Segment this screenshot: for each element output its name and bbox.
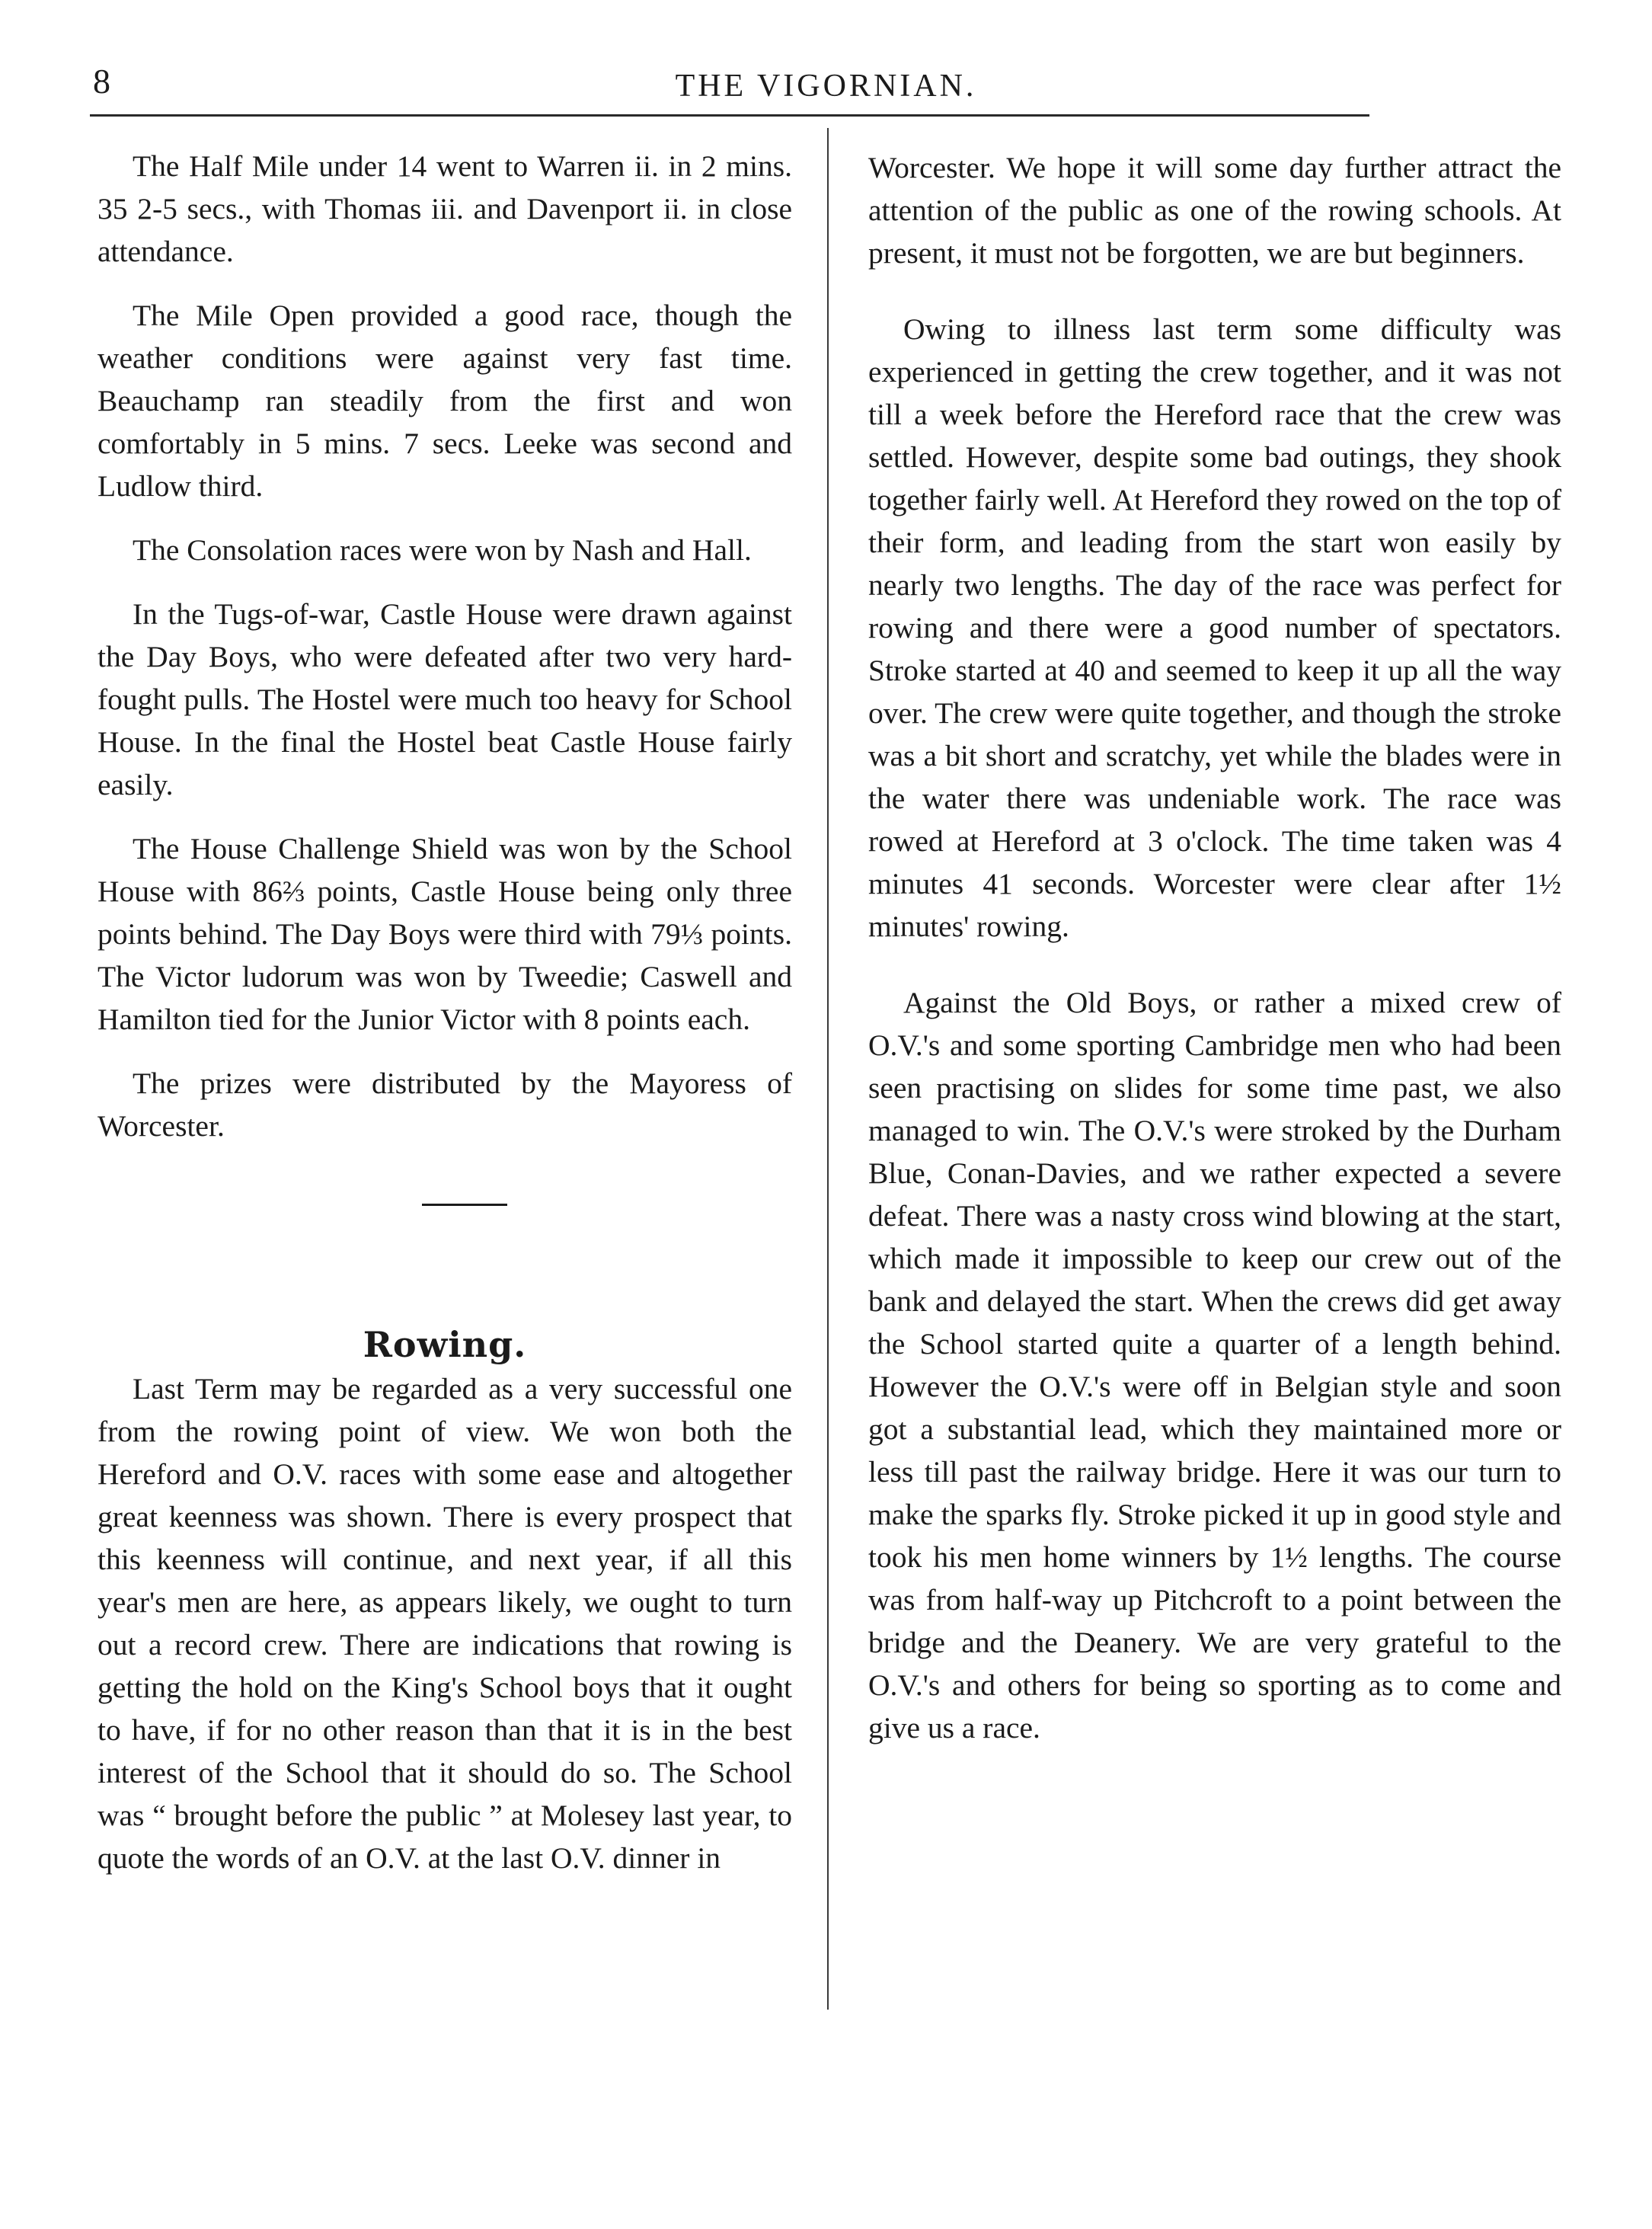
paragraph-hereford-race: Owing to illness last term some difficulty was experienced in getting the crew together, and it was not till a week before the Hereford race that the crew was settled. However, despite some bad outings, they shook together fairly well. At Hereford they rowed on the top of their form, and leading from the start won easily by nearly two lengths. The day of the race was perfect for rowing and there were a good number of spectators. Stroke started at 40 and seemed to keep it up all the way over. The crew were quite together, and though the stroke was a bit short and scratchy, yet while the blades were in the water there was undeniable work. The race was rowed at Hereford at 3 o'clock. The time taken was 4 minutes 41 seconds. Worcester were clear after 1½ minutes' rowing. [868, 312, 1561, 943]
paragraph-rowing-intro: Last Term may be regarded as a very successful one from the rowing point of view. We won both the Hereford and O.V. races with some ease and altogether great keenness was shown. There is every prospect that this keenness will continue, and next year, if all this year's men are here, as appears likely, we ought to turn out a record crew. There are indications that rowing is getting the hold on the King's School boys that it ought to have, if for no other reason than that it is in the best interest of the School that it should do so. The School was “ brought before the public ” at Molesey last year, to quote the words of an O.V. at the last O.V. dinner in [97, 1372, 792, 1875]
running-head: THE VIGORNIAN. [675, 69, 977, 104]
paragraph-house-shield: The House Challenge Shield was won by the School House with 86⅔ points, Castle House being only three points behind. The Day Boys were third with 79⅓ points. The Victor ludorum was won by Tweedie; Caswell and Hamilton tied for the Junior Victor with 8 points each. [97, 832, 792, 1036]
paragraph-consolation: The Consolation races were won by Nash and Hall. [133, 533, 752, 567]
paragraph-old-boys-race: Against the Old Boys, or rather a mixed crew of O.V.'s and some sporting Cambridge men who had been seen practising on slides for some time past, we also managed to win. The O.V.'s were stroked by the Durham Blue, Conan-Davies, and we rather expected a severe defeat. There was a nasty cross wind blowing at the start, which made it impossible to keep our crew out of the bank and delayed the start. When the crews did get away the School started quite a quarter of a length behind. However the O.V.'s were off in Belgian style and soon got a substantial lead, which they maintained more or less till past the railway bridge. Here it was our turn to make the sparks fly. Stroke picked it up in good style and took his men home winners by 1½ lengths. The course was from half-way up Pitchcroft to a point between the bridge and the Deanery. We are very grateful to the O.V.'s and others for being so sporting as to come and give us a race. [868, 986, 1561, 1745]
section-title-rowing: Rowing. [363, 1324, 527, 1365]
column-divider [827, 128, 829, 2010]
paragraph-mile-open: The Mile Open provided a good race, though the weather conditions were against very fast time. Beauchamp ran steadily from the first and won comfortably in 5 mins. 7 secs. Leeke was second and Ludlow third. [97, 299, 792, 503]
right-column [868, 146, 1561, 1770]
paragraph-prizes: The prizes were distributed by the Mayoress of Worcester. [97, 1067, 792, 1143]
paragraph-half-mile: The Half Mile under 14 went to Warren ii. in 2 mins. 35 2-5 secs., with Thomas iii. and Davenport ii. in close attendance. [97, 149, 792, 268]
page-number: 8 [93, 62, 110, 101]
header-rule [90, 114, 1369, 117]
paragraph-tugs-of-war: In the Tugs-of-war, Castle House were drawn against the Day Boys, who were defeated after two very hard-fought pulls. The Hostel were much too heavy for School House. In the final the Hostel beat Castle House fairly easily. [97, 597, 792, 801]
paragraph-rowing-continued: Worcester. We hope it will some day further attract the attention of the public as one of the rowing schools. At present, it must not be forgotten, we are but beginners. [868, 151, 1561, 270]
section-divider [422, 1204, 507, 1206]
left-column [97, 145, 792, 1901]
